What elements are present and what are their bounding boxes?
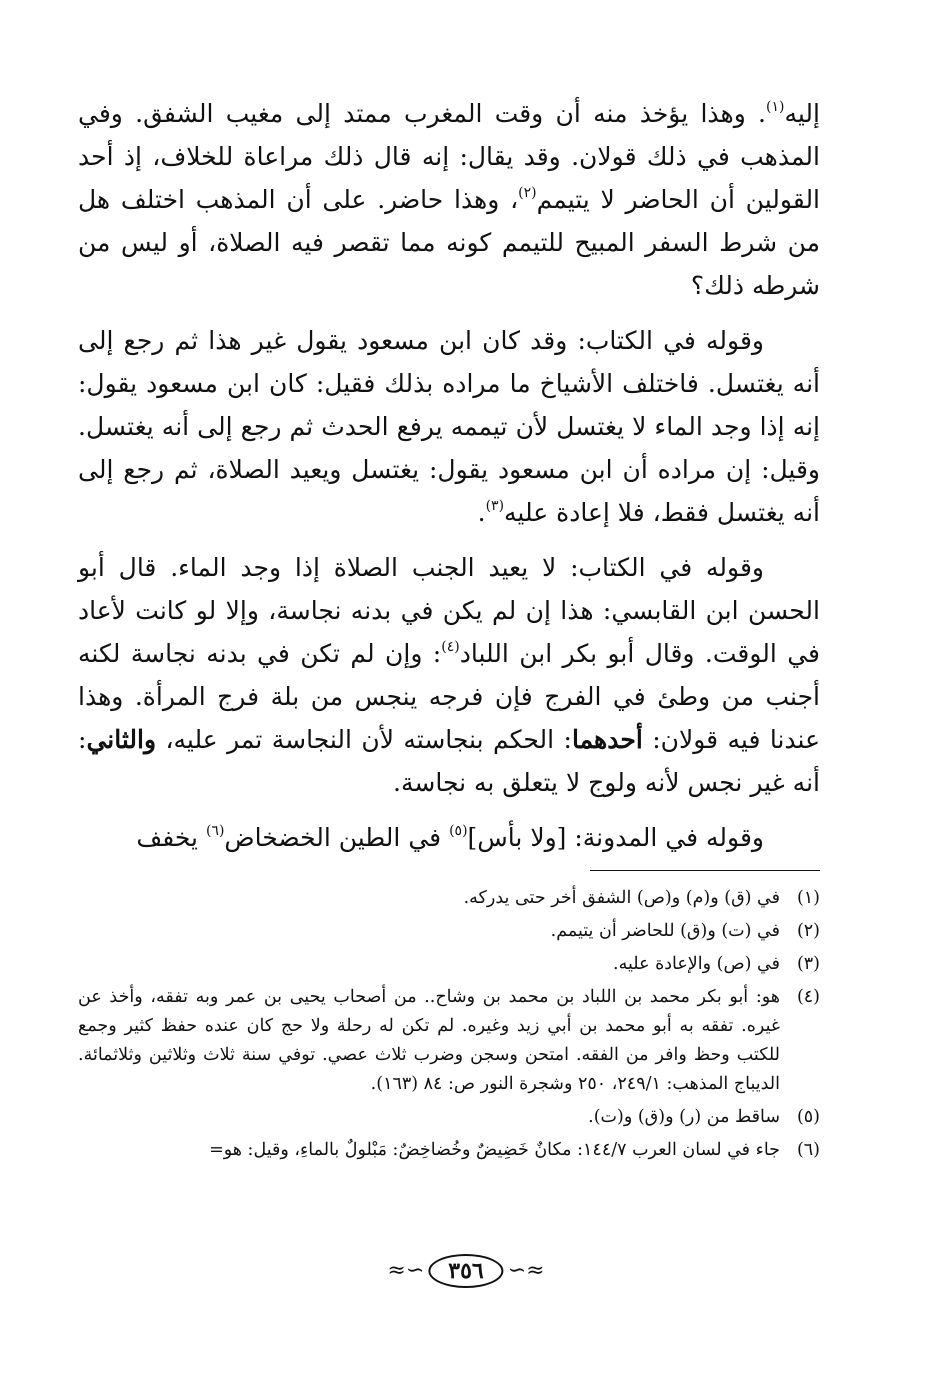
footnote-text: في (ص) والإعادة عليه. — [613, 954, 780, 974]
footnote-number: (٢) — [796, 921, 820, 941]
footnotes — [78, 884, 820, 1169]
text-run: وقوله في الكتاب: لا يعيد الجنب الصلاة إذا وجد الماء. قال أبو الحسن ابن القابسي: هذا إن لم يكن في بدنه نجاسة، وإلا لو كانت لأعاد في الوقت. وقال أبو بكر ابن اللباد — [78, 553, 820, 668]
footnote-number: (٦) — [796, 1140, 820, 1160]
footnote-text: هو: أبو بكر محمد بن اللباد بن محمد بن وشاح.. من أصحاب يحيى بن عمر وبه تفقه، وأخذ عن غيره. تفقه به أبو محمد بن أبي زيد وغيره. لم تكن له رحلة ولا حج كان عنده حفظ كثير وجمع للكتب وحظ وافر من الفقه. امتحن وسجن وضرب ثلاث عصي. توفي سنة ثلاث وثلاثين وثلاثمائة. الديباج المذهب: ٢٤٩/١، ٢٥٠ وشجرة النور ص: ٨٤ (١٦٣). — [78, 987, 780, 1094]
text-run: : أنه غير نجس لأنه ولوج لا يتعلق به نجاسة. — [78, 725, 820, 797]
text-run: يخفف — [136, 823, 206, 852]
left-flourish-icon: ≈∽ — [387, 1258, 425, 1283]
text-run: في الطين الخضخاض — [224, 823, 450, 852]
footnote-number: (٣) — [796, 954, 820, 974]
footnote-item — [78, 917, 820, 946]
footnote-ref-6[interactable]: (٦) — [205, 822, 225, 839]
text-run: إليه — [784, 99, 820, 128]
text-run: وقوله في الكتاب: وقد كان ابن مسعود يقول غير هذا ثم رجع إلى أنه يغتسل. فاختلف الأشياخ ما مراده بذلك فقيل: كان ابن مسعود يقول: إنه إذا وجد الماء لا يغتسل لأن تيممه يرفع الحدث ثم رجع إلى أنه يغتسل. وقيل: إن مراده أن ابن مسعود يقول: يغتسل ويعيد الصلاة، ثم رجع إلى أنه يغتسل فقط، فلا إعادة عليه — [78, 326, 820, 527]
footnote-number: (٥) — [796, 1107, 820, 1127]
paragraph-2 — [78, 319, 820, 534]
footnote-separator — [590, 870, 820, 871]
text-run: : الحكم بنجاسته لأن النجاسة تمر عليه، — [156, 725, 572, 754]
right-flourish-icon: ∽≈ — [507, 1258, 545, 1283]
footnote-item — [78, 1136, 820, 1165]
footnote-item — [78, 884, 820, 913]
paragraph-3 — [78, 546, 820, 804]
footnote-text: في (ت) و(ق) للحاضر أن يتيمم. — [550, 921, 780, 941]
text-run: وقوله في المدونة: [ولا بأس] — [467, 823, 764, 852]
footnote-ref-5[interactable]: (٥) — [449, 822, 468, 839]
footnote-ref-3[interactable]: (٣) — [485, 497, 505, 514]
page-number-ornament — [387, 1254, 544, 1288]
footnote-number: (١) — [796, 888, 820, 908]
text-run: : وإن لم تكن في بدنه نجاسة لكنه أجنب من وطئ في الفرج فإن فرجه ينجس من بلة فرج المرأة. وهذا عندنا فيه قولان: — [78, 639, 821, 754]
text-run: . وهذا يؤخذ منه أن وقت المغرب ممتد إلى مغيب الشفق. وفي المذهب في ذلك قولان. وقد يقال: إنه قال ذلك مراعاة للخلاف، إذ أحد القولين أن الحاضر لا يتيمم — [78, 99, 821, 214]
footnote-number: (٤) — [796, 987, 820, 1007]
text-run: . — [477, 498, 486, 527]
footnote-ref-1[interactable]: (١) — [766, 98, 785, 115]
footnote-item — [78, 1103, 820, 1132]
main-text — [78, 92, 820, 871]
footnote-item — [78, 983, 820, 1099]
footnote-text: ساقط من (ر) و(ق) و(ت). — [588, 1107, 780, 1127]
text-run: ، وهذا حاضر. على أن المذهب اختلف هل من شرط السفر المبيح للتيمم كونه مما تقصر فيه الصلاة، أو ليس من شرطه ذلك؟ — [78, 185, 820, 300]
bold-term-first: أحدهما — [571, 725, 643, 754]
paragraph-1 — [78, 92, 820, 307]
footnote-ref-4[interactable]: (٤) — [441, 638, 460, 655]
paragraph-4 — [78, 816, 820, 859]
page-number: ٣٥٦ — [428, 1254, 503, 1288]
footnote-text: في (ق) و(م) و(ص) الشفق أخر حتى يدركه. — [463, 888, 780, 908]
footnote-item — [78, 950, 820, 979]
bold-term-second: والثاني — [86, 725, 157, 754]
footnote-ref-2[interactable]: (٢) — [518, 184, 537, 201]
footnote-text: جاء في لسان العرب ١٤٤/٧: مكانٌ خَضِيضٌ وخُضاخِضٌ: مَبْلولٌ بالماءِ، وقيل: هو= — [209, 1140, 780, 1160]
